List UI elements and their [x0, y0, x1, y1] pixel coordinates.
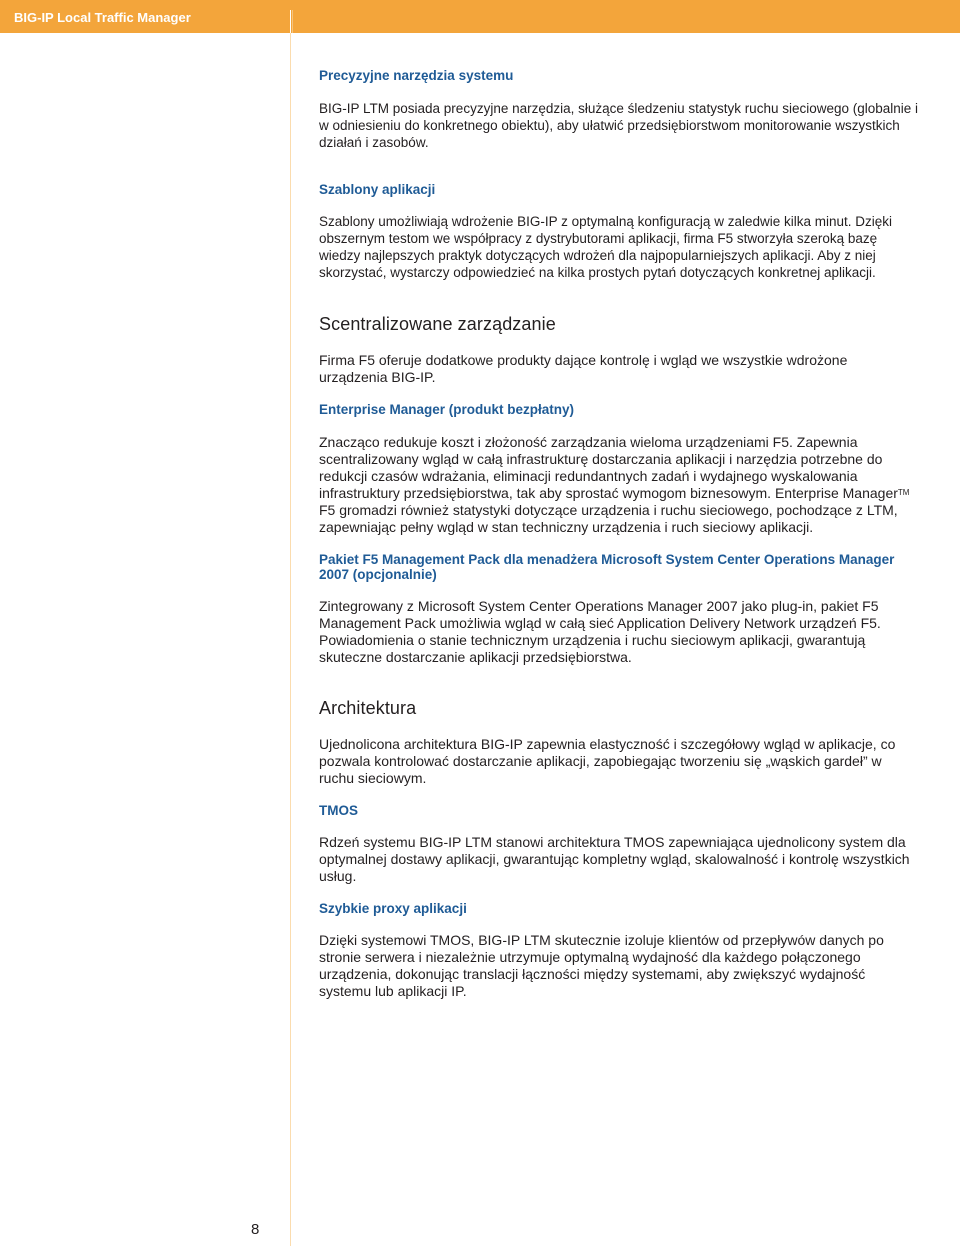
page-number: 8: [251, 1221, 260, 1238]
header-bar: [0, 0, 960, 33]
document-title: BIG-IP Local Traffic Manager: [14, 10, 191, 25]
main-content: [319, 60, 919, 1000]
heading-tmos: TMOS: [319, 803, 358, 818]
trademark-mark: TM: [897, 488, 910, 497]
heading-enterprise-manager: Enterprise Manager (produkt bezpłatny): [319, 402, 575, 417]
em-text-part-1: Znacząco redukuje koszt i złożoność zarządzania wieloma urządzeniami F5. Zapewnia scentralizowany wgląd w całą infrastrukturę dostarczania aplikacji i narzędzia potrzebne do redukcji czasów wdrażania, eliminacji redundantnych zadań i wydajnego wyskalowania infrastruktury przedsiębiorstwa, tak aby sprostać wymogom biznesowym. Enterprise Manager: [319, 434, 898, 501]
section-title-architecture: Architektura: [319, 698, 417, 718]
paragraph-precision-tools: BIG-IP LTM posiada precyzyjne narzędzia, służące śledzeniu statystyk ruchu sieciowego (globalnie i w odniesieniu do konkretnego obiektu), aby ułatwić przedsiębiorstwom monitorowanie wszystkich działań i zasobów.: [319, 101, 919, 150]
paragraph-app-templates: Szablony umożliwiają wdrożenie BIG-IP z optymalną konfiguracją w zaledwie kilka minut. Dzięki obszernym testom we współpracy z dystrybutorami aplikacji, firma F5 stworzyła szeroką bazę wiedzy najlepszych praktyk dotyczących wdrożeń dla najpopularniejszych aplikacji. Aby z niej skorzystać, wystarczy odpowiedzieć na kilka prostych pytań dotyczących konkretnej aplikacji.: [319, 214, 892, 280]
paragraph-tmos: Rdzeń systemu BIG-IP LTM stanowi architektura TMOS zapewniająca ujednolicony system dla optymalnej dostawy aplikacji, gwarantując kompletny wgląd, skalowalność i kontrolę wszystkich usług.: [319, 834, 910, 884]
paragraph-fast-proxy: Dzięki systemowi TMOS, BIG-IP LTM skutecznie izoluje klientów od przepływów danych po stronie serwera i niezależnie utrzymuje optymalną wydajność dla każdego połączonego urządzenia, dokonując translacji łączności między systemami, aby zwiększyć wydajność systemu lub aplikacji IP.: [319, 932, 884, 999]
paragraph-management-pack: Zintegrowany z Microsoft System Center Operations Manager 2007 jako plug-in, pakiet F5 Management Pack umożliwia wgląd w całą sieć Application Delivery Network urządzeń F5. Powiadomienia o stanie technicznym urządzenia i ruchu sieciowym aplikacji, gwarantują skuteczne dostarczanie aplikacji przedsiębiorstwa.: [319, 598, 881, 665]
heading-management-pack: Pakiet F5 Management Pack dla menadżera Microsoft System Center Operations Manager 2007 (opcjonalnie): [319, 552, 895, 582]
paragraph-architecture: Ujednolicona architektura BIG-IP zapewnia elastyczność i szczegółowy wgląd w aplikacje, co pozwala kontrolować dostarczanie aplikacji, zapobiegając tworzeniu się „wąskich gardeł” w ruchu sieciowym.: [319, 736, 896, 786]
section-title-central-management: Scentralizowane zarządzanie: [319, 314, 556, 334]
paragraph-enterprise-manager: [319, 434, 919, 536]
heading-fast-proxy: Szybkie proxy aplikacji: [319, 901, 467, 916]
header-divider: [292, 10, 293, 33]
paragraph-central-management: Firma F5 oferuje dodatkowe produkty dające kontrolę i wgląd we wszystkie wdrożone urządzenia BIG-IP.: [319, 352, 848, 385]
header-divider: [290, 10, 291, 33]
heading-app-templates: Szablony aplikacji: [319, 182, 436, 197]
em-text-part-2: F5 gromadzi również statystyki dotyczące urządzenia i ruchu sieciowego, pochodzące z LTM, zapewniając pełny wgląd w stan techniczny urządzenia i ruch sieciowy aplikacji.: [319, 502, 898, 535]
heading-precision-tools: Precyzyjne narzędzia systemu: [319, 68, 514, 83]
column-rule: [290, 33, 291, 1246]
